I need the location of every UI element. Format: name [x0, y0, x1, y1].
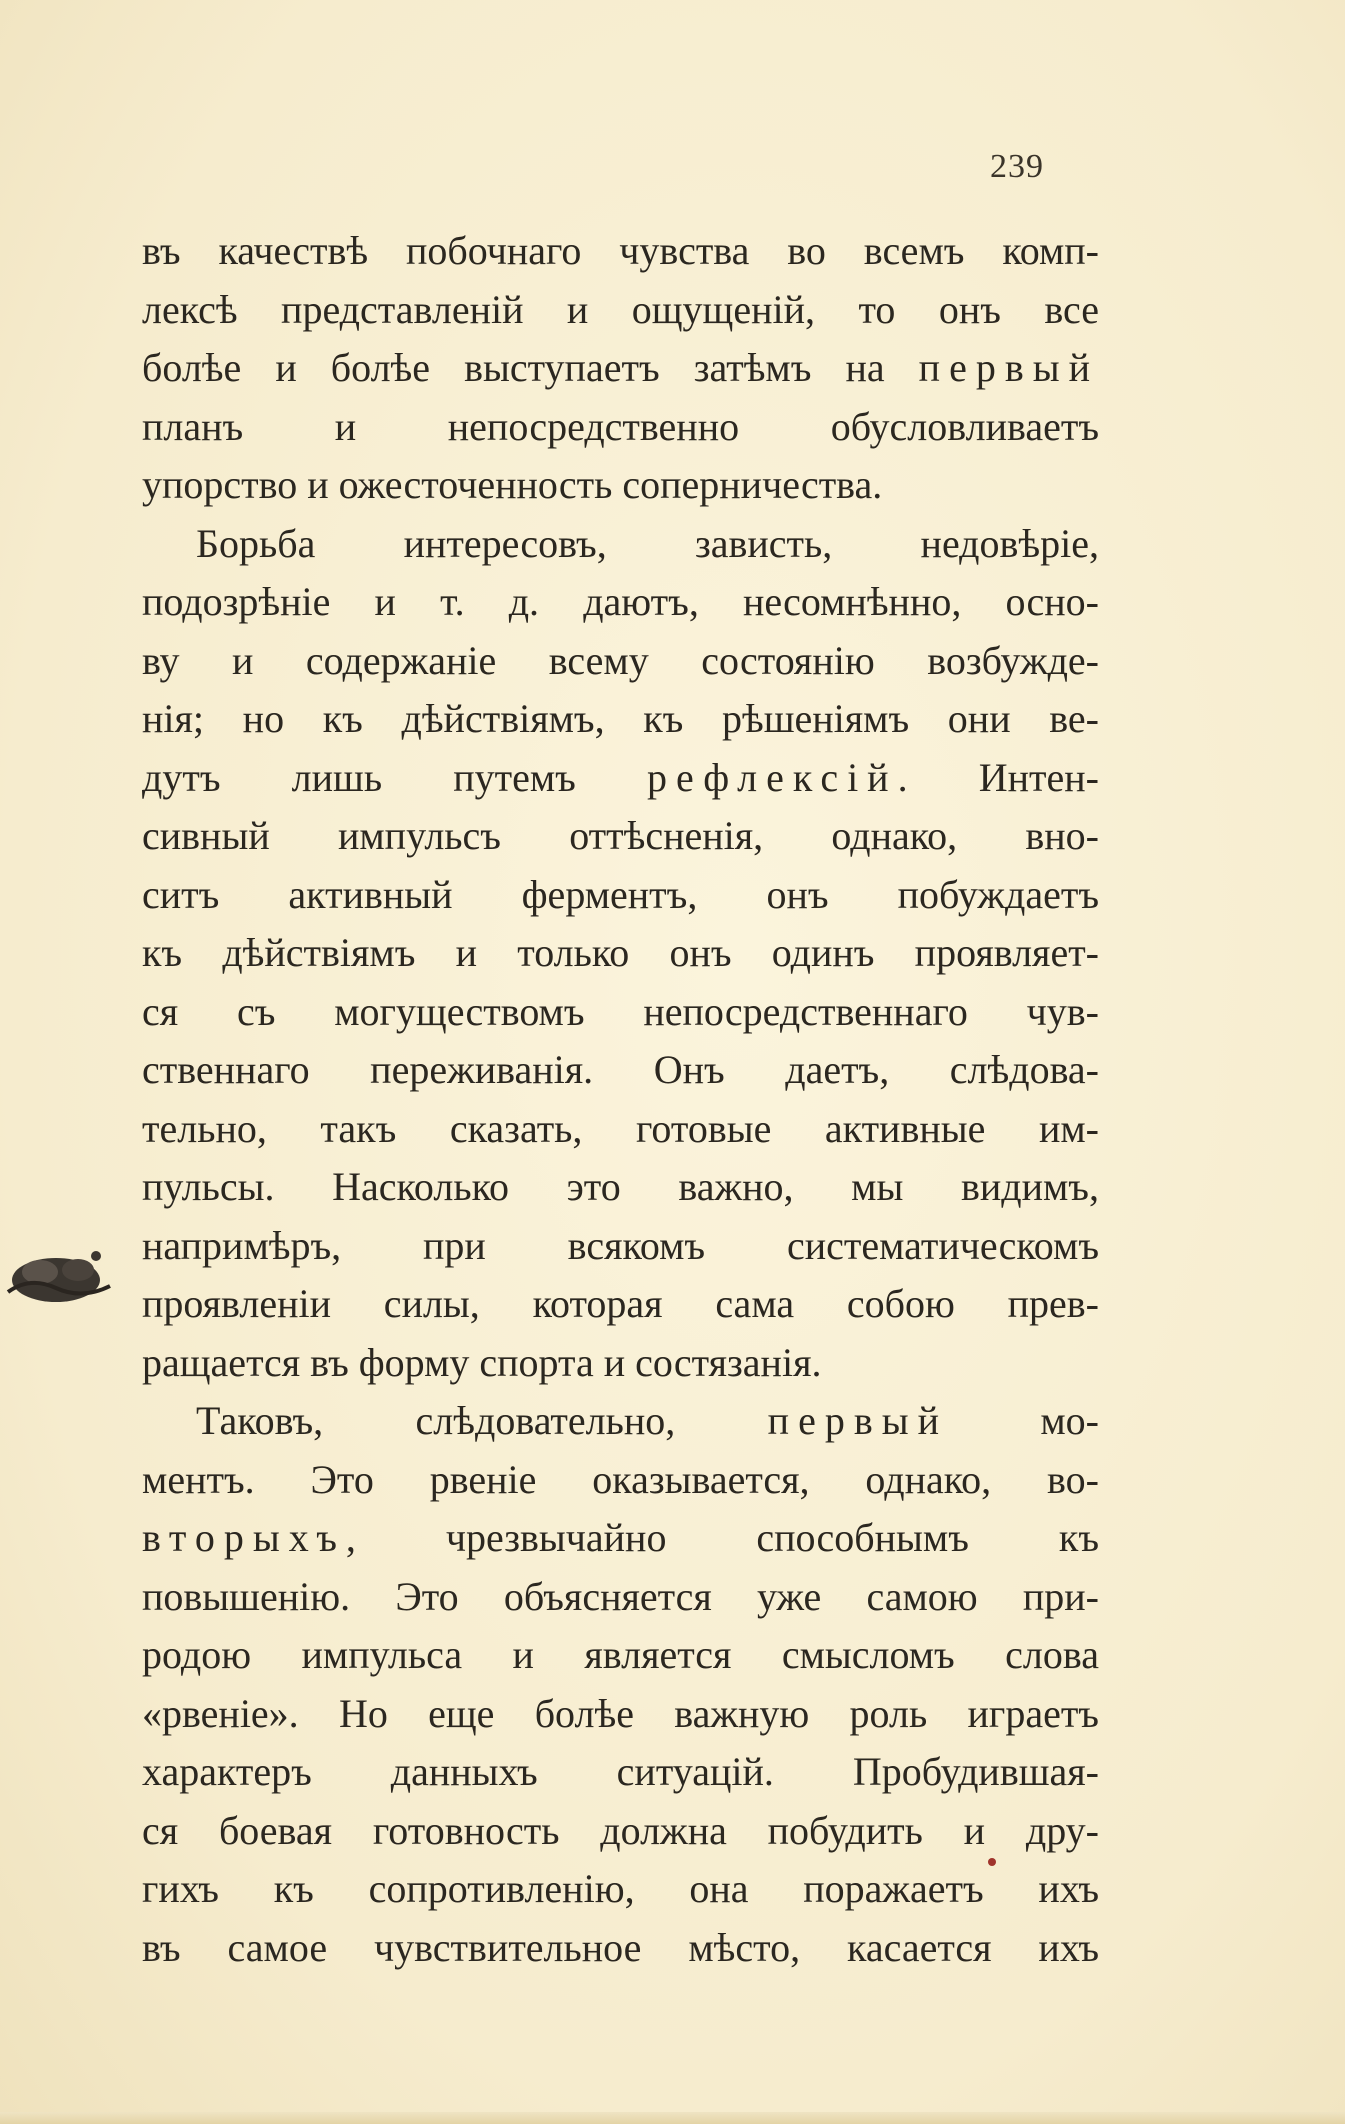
text-line: напримѣръ, при всякомъ систематическомъ: [142, 1222, 1099, 1268]
text-line: пульсы. Насколько это важно, мы видимъ,: [142, 1164, 1099, 1209]
text-line: ся съ могуществомъ непосредственнаго чув-: [142, 988, 1099, 1034]
body-text: [142, 222, 1099, 1977]
text-line: характеръ данныхъ ситуацій. Пробудившая-: [142, 1749, 1099, 1794]
page-number: 239: [990, 148, 1044, 185]
text-line: ращается въ форму спорта и состязанія.: [142, 1339, 822, 1385]
text-line: вторыхъ, чрезвычайно способнымъ къ: [142, 1515, 1099, 1560]
text-line: «рвеніе». Но еще болѣе важную роль играетъ: [142, 1690, 1099, 1736]
text-line: тельно, такъ сказать, готовые активные им-: [142, 1105, 1099, 1151]
text-line: повышенію. Это объясняется уже самою при-: [142, 1573, 1099, 1619]
text-line: къ дѣйствіямъ и только онъ одинъ проявляет-: [142, 930, 1099, 975]
ink-spot: [988, 1858, 996, 1866]
text-line: ственнаго переживанія. Онъ даетъ, слѣдова-: [142, 1047, 1099, 1092]
margin-ornament-icon: [0, 1236, 118, 1306]
text-line: родою импульса и является смысломъ слова: [142, 1632, 1099, 1677]
emphasis: рефлексій: [647, 754, 898, 800]
text-line: Борьба интересовъ, зависть, недовѣріе,: [196, 520, 1099, 566]
text-line: дутъ лишь путемъ рефлексій. Интен-: [142, 754, 1099, 800]
emphasis: первый: [918, 345, 1099, 390]
emphasis: вторыхъ: [142, 1515, 346, 1560]
page-edge: [0, 2112, 1345, 2124]
text-line: ментъ. Это рвеніе оказывается, однако, во-: [142, 1456, 1099, 1502]
text-line: въ качествѣ побочнаго чувства во всемъ комп-: [142, 228, 1099, 273]
emphasis: первый: [767, 1398, 948, 1443]
text-line: нія; но къ дѣйствіямъ, къ рѣшеніямъ они ве-: [142, 696, 1099, 741]
text-line: планъ и непосредственно обусловливаетъ: [142, 403, 1099, 449]
text-line: ву и содержаніе всему состоянію возбужде-: [142, 637, 1099, 683]
text-line: ся боевая готовность должна побудить и дру-: [142, 1807, 1099, 1853]
text-line: подозрѣніе и т. д. даютъ, несомнѣнно, осно-: [142, 579, 1099, 624]
text-line: упорство и ожесточенность соперничества.: [142, 462, 883, 507]
text-line: сивный импульсъ оттѣсненія, однако, вно-: [142, 813, 1099, 858]
text-line: болѣе и болѣе выступаетъ затѣмъ на первый: [142, 345, 1099, 390]
text-line: ситъ активный ферментъ, онъ побуждаетъ: [142, 871, 1099, 917]
text-line: въ самое чувствительное мѣсто, касается ихъ: [142, 1924, 1099, 1970]
text-line: лексѣ представленій и ощущеній, то онъ все: [142, 286, 1099, 332]
text-line: Таковъ, слѣдовательно, первый мо-: [196, 1398, 1100, 1443]
text-line: проявленіи силы, которая сама собою прев-: [142, 1281, 1099, 1326]
text-line: гихъ къ сопротивленію, она поражаетъ ихъ: [142, 1866, 1099, 1911]
